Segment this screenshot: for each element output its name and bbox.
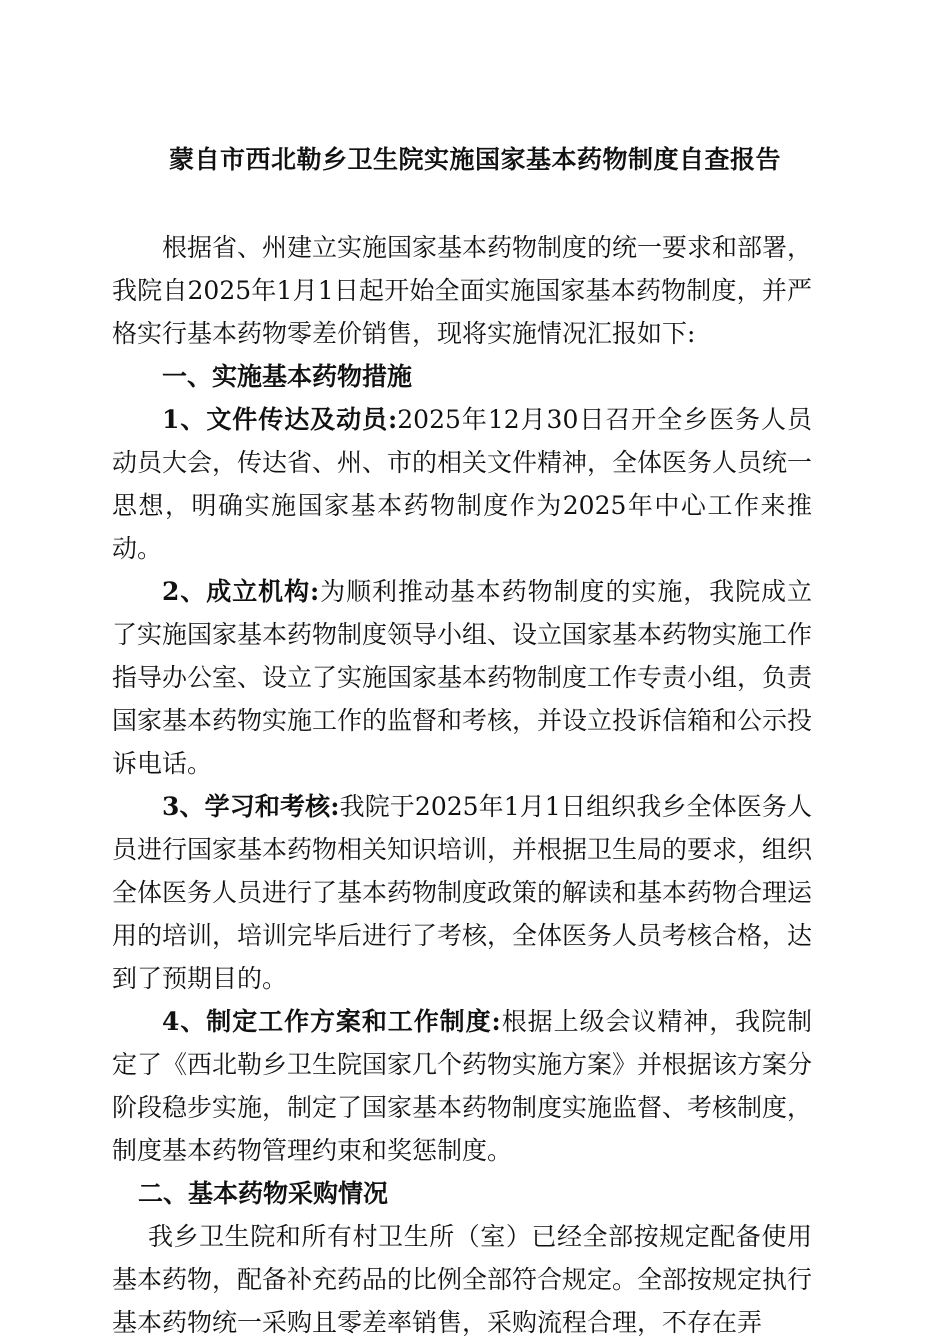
item-1-lead: 1、文件传达及动员: — [162, 405, 398, 434]
section-1-item-1 — [112, 398, 812, 570]
section-1-heading: 一、实施基本药物措施 — [162, 362, 413, 391]
section-2-paragraph: 我乡卫生院和所有村卫生所（室）已经全部按规定配备使用基本药物，配备补充药品的比例全部符合规定。全部按规定执行基本药物统一采购且零差率销售，采购流程合理，不存在弄 — [112, 1222, 813, 1337]
section-1-item-3 — [112, 785, 812, 1000]
item-2-lead: 2、成立机构: — [162, 577, 320, 606]
item-3-lead: 3、学习和考核: — [162, 792, 340, 821]
document-body — [112, 226, 812, 1344]
item-4-lead: 4、制定工作方案和工作制度: — [162, 1007, 501, 1036]
item-4-text: 根据上级会议精神，我院制定了《西北勒乡卫生院国家几个药物实施方案》并根据该方案分阶段稳步实施，制定了国家基本药物制度实施监督、考核制度，制度基本药物管理约束和奖惩制度。 — [112, 1007, 813, 1165]
section-1-item-4 — [112, 1000, 812, 1172]
document-title: 蒙自市西北勒乡卫生院实施国家基本药物制度自查报告 — [168, 145, 781, 174]
item-2-text: 为顺利推动基本药物制度的实施，我院成立了实施国家基本药物制度领导小组、设立国家基本药物实施工作指导办公室、设立了实施国家基本药物制度工作专责小组，负责国家基本药物实施工作的监督和考核，并设立投诉信箱和公示投诉电话。 — [112, 577, 813, 778]
section-1-item-2 — [112, 570, 812, 785]
item-1-text: 2025年12月30日召开全乡医务人员动员大会，传达省、州、市的相关文件精神，全体医务人员统一思想，明确实施国家基本药物制度作为2025年中心工作来推动。 — [112, 405, 813, 563]
intro-paragraph: 根据省、州建立实施国家基本药物制度的统一要求和部署，我院自2025年1月1日起开始全面实施国家基本药物制度，并严格实行基本药物零差价销售，现将实施情况汇报如下: — [112, 233, 813, 348]
section-2-heading: 二、基本药物采购情况 — [138, 1179, 389, 1208]
item-3-text: 我院于2025年1月1日组织我乡全体医务人员进行国家基本药物相关知识培训，并根据卫生局的要求，组织全体医务人员进行了基本药物制度政策的解读和基本药物合理运用的培训，培训完毕后进行了考核，全体医务人员考核合格，达到了预期目的。 — [112, 792, 813, 993]
